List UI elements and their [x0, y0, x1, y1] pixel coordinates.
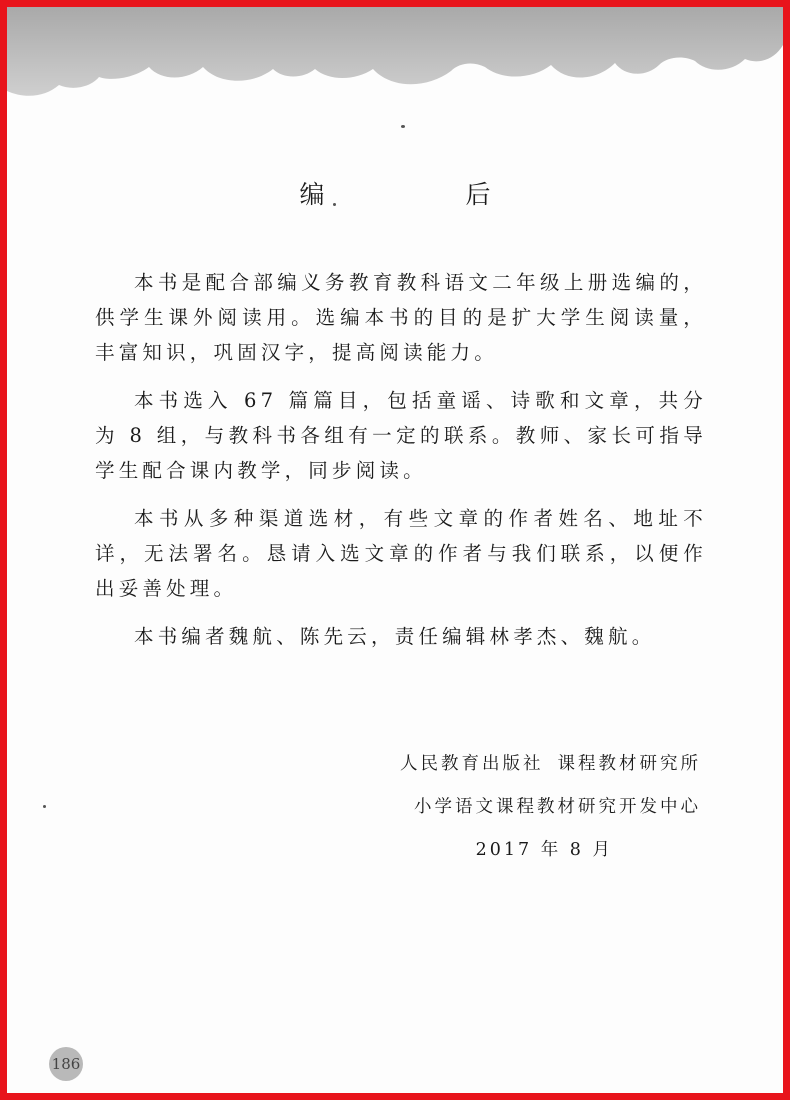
signature-publisher-line: [400, 750, 701, 775]
cloud-shape: [7, 7, 783, 96]
cloud-banner: [7, 7, 783, 117]
signature-center: 小学语文课程教材研究开发中心: [414, 797, 701, 817]
afterword-body: [95, 265, 707, 667]
print-speck: [43, 805, 46, 808]
publisher-name: 人民教育出版社: [400, 754, 544, 774]
paragraph-editors: 本书编者魏航、陈先云，责任编辑林孝杰、魏航。: [134, 625, 656, 648]
signature-date: 2017 年 8 月: [475, 840, 613, 860]
paragraph-purpose: 本书是配合部编义务教育教科语文二年级上册选编的，供学生课外阅读用。选编本书的目的是扩大学生阅读量，丰富知识，巩固汉字，提高阅读能力。: [95, 271, 707, 364]
print-speck: [401, 125, 405, 128]
paragraph-contents: 本书选入 67 篇篇目，包括童谣、诗歌和文章，共分为 8 组，与教科书各组有一定的联系。教师、家长可指导学生配合课内教学，同步阅读。: [95, 389, 707, 482]
book-page: [7, 7, 783, 1093]
page-number-badge: 186: [49, 1047, 83, 1081]
institute-name: 课程教材研究所: [557, 754, 701, 774]
paragraph-sources: 本书从多种渠道选材，有些文章的作者姓名、地址不详，无法署名。恳请入选文章的作者与我们联系，以便作出妥善处理。: [95, 507, 707, 600]
page-title: 编 后: [299, 180, 549, 209]
